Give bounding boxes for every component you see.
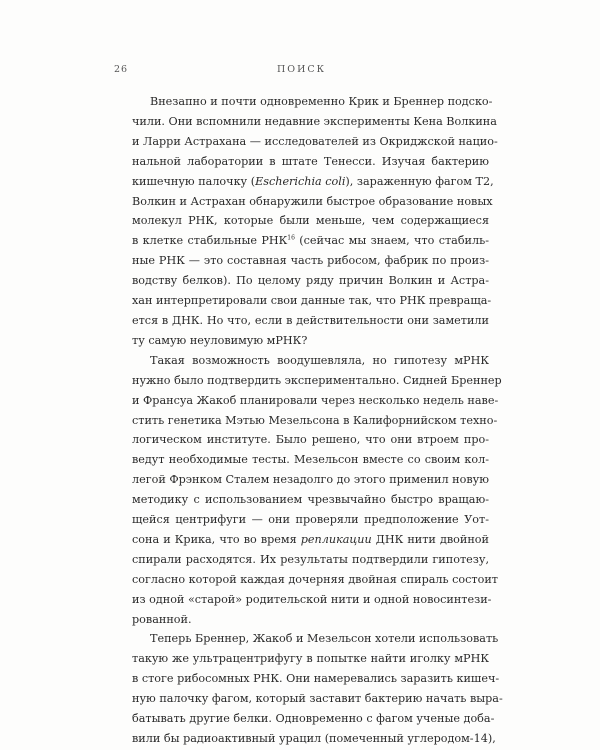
term-italic: репликации [300,532,372,546]
text-line [114,530,489,550]
text-segment: в клетке стабильные РНК [132,234,288,248]
text-line: водству белков). По целому ряду причин Волкин и Астра- [132,274,489,288]
footnote-marker[interactable]: 16 [287,234,295,242]
text-line: ную палочку фагом, который заставит бактерию начать выра- [132,692,503,706]
text-line: спирали расходятся. Их результаты подтвердили гипотезу, [132,552,489,566]
text-segment: сона и Крика, что во время [132,532,301,546]
text-line: нальной лаборатории в штате Тенесси. Изучая бактерию [132,154,489,168]
body-text [114,92,503,749]
text-line: щейся центрифуги — они проверяли предположение Уот- [132,513,489,527]
text-line: молекул РНК, которые были меньше, чем содержащиеся [132,214,489,228]
text-line: нужно было подтвердить экспериментально. Сидней Бреннер [132,373,502,387]
text-line: чили. Они вспомнили недавние эксперименты Кена Волкина [132,114,497,128]
text-line: согласно которой каждая дочерняя двойная спираль состоит [132,572,498,586]
text-segment: ), зараженную фагом Т2, [345,174,494,188]
paragraph-2 [114,351,502,630]
text-line: Такая возможность воодушевляла, но гипотезу мРНК [150,353,489,367]
text-line [114,231,489,251]
text-line: Внезапно и почти одновременно Крик и Бреннер подско- [150,95,493,108]
text-segment: кишечную палочку ( [132,174,256,188]
running-head [114,64,489,78]
text-line: ется в ДНК. Но что, если в действительности они заметили [132,313,489,327]
text-line: батывать другие белки. Одновременно с фагом ученые доба- [132,712,495,726]
text-line: ведут необходимые тесты. Мезельсон вместе со своим кол- [132,453,489,467]
section-title: ПОИСК [277,64,326,75]
text-line: и Ларри Астрахана — исследователей из Окриджской нацио- [132,134,498,148]
text-line: стить генетика Мэтью Мезельсона в Калифорнийском техно- [132,413,498,427]
text-line: логическом институте. Было решено, что они втроем про- [132,433,489,447]
text-segment: (сейчас мы знаем, что стабиль- [294,234,489,248]
paragraph-1 [114,92,498,351]
text-line: ту самую неуловимую мРНК? [132,333,308,347]
text-line: такую же ультрацентрифугу в попытке найти иголку мРНК [132,652,489,666]
text-segment: ДНК нити двойной [371,532,489,546]
text-line: легой Фрэнком Сталем незадолго до этого применил новую [132,473,489,487]
text-line: Волкин и Астрахан обнаружили быстрое образование новых [132,194,493,208]
text-line: в стоге рибосомных РНК. Они намеревались заразить кишеч- [132,672,500,686]
species-name-italic: Escherichia coli [255,174,346,188]
paragraph-3 [114,629,503,748]
text-line: методику с использованием чрезвычайно быстро вращаю- [132,493,489,507]
page-number: 26 [114,64,129,75]
text-line: Теперь Бреннер, Жакоб и Мезельсон хотели использовать [150,632,499,646]
text-line: хан интерпретировали свои данные так, что РНК превраща- [132,294,492,308]
text-line: из одной «старой» родительской нити и одной новосинтези- [132,592,492,606]
text-line: ные РНК — это составная часть рибосом, фабрик по произ- [132,254,489,268]
text-line [114,172,494,192]
text-line: и Франсуа Жакоб планировали через несколько недель наве- [132,393,499,407]
text-line: вили бы радиоактивный урацил (помеченный углеродом-14), [132,732,496,745]
text-line: рованной. [132,612,192,626]
